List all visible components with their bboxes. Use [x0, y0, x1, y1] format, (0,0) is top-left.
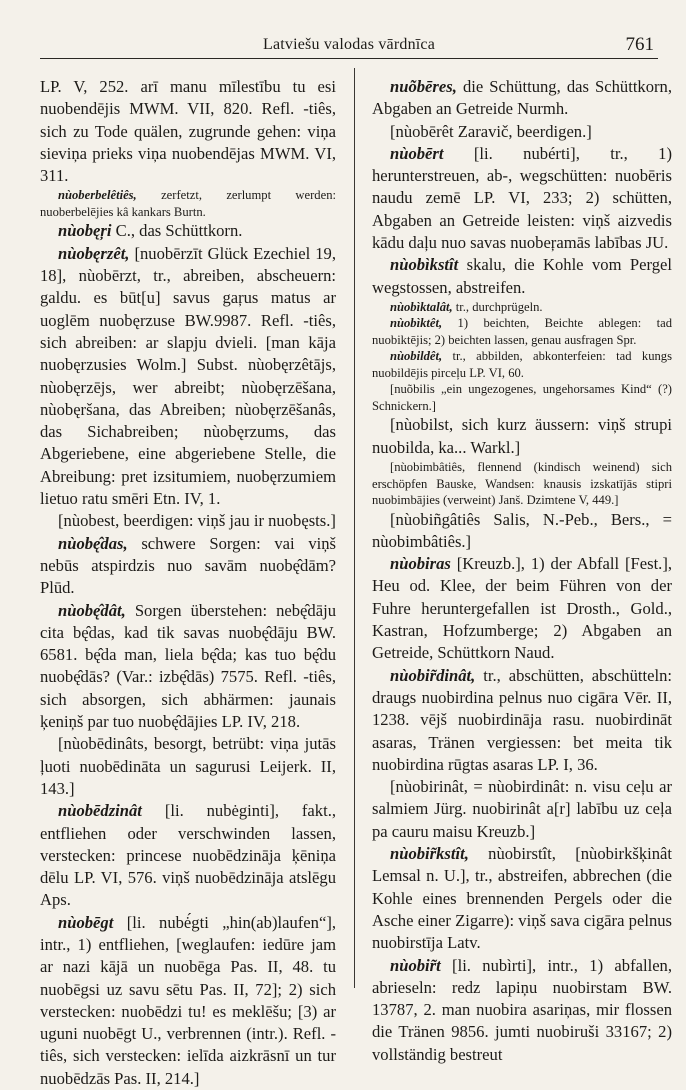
dictionary-entry: nùobērt [li. nubérti], tr., 1) herunterstreuen, ab-, wegschütten: nuobēris naudu zemē LP. VI, 233; 2) schütten, Abgaben an Getreide leisten: viņš aizvedis kādu daļu nuo savas nuobeŗamās labības JU.	[372, 143, 672, 253]
headword: nùobērt	[390, 143, 444, 163]
dictionary-entry: [nùobest, beerdigen: viņš jau ir nuobęsts.]	[58, 511, 336, 531]
headword: nùobęŗi	[58, 221, 112, 241]
headword: nuõbēres,	[390, 77, 457, 96]
dictionary-entry: nùobir̃t [li. nubìrti], intr., 1) abfallen, abrieseln: redz lapiņu nuobirstam BW. 13787, 2. man nuobira asariņas, mir flossen die Tränen 9856. jumti nuobiruši 33167; 2) vollständig bestreut	[372, 955, 672, 1064]
headword: nùobildêt,	[390, 349, 443, 364]
dictionary-entry: [nùobilst, sich kurz äussern: viņš strupi nuobilda, ka... Warkl.]	[372, 415, 672, 457]
dictionary-entry: [nuõbilis „ein ungezogenes, ungehorsames Kind“ (?) Schnickern.]	[372, 382, 672, 413]
headword: nùobēdzinât	[58, 801, 142, 821]
right-column	[372, 76, 672, 1064]
headword: nùobir̃t	[390, 955, 441, 975]
dictionary-entry: nùobìktêt, 1) beichten, Beichte ablegen: tad nuobiktējis; 2) beichten lassen, genau ausfragen Spr.	[372, 316, 672, 347]
dictionary-entry: nùobìkstît skalu, die Kohle vom Pergel wegstossen, abstreifen.	[372, 255, 672, 297]
dictionary-entry: nùobēgt [li. nubė́gti „hin(ab)laufen“], intr., 1) entfliehen, [weglaufen: iedūre jam ar nazi kājā un nuobēga Pas. II, 48. tu nuobēgsi uz savu sētu Pas. II, 72]; 2) sich verstecken: nuobēdzi tu! es meklēšu; [3) ar uguni nuobēgt U., verbrennen (intr.). Refl. -tiês, sich verstecken: ielīda aizkrāsnī un tur nuobēdzās Pas. II, 214.]	[40, 912, 336, 1088]
headword: nùobìktêt,	[390, 316, 443, 331]
dictionary-entry: nùobìktalât, tr., durchprügeln.	[390, 299, 543, 314]
dictionary-entry: LP. V, 252. arī manu mīlestību tu esi nuobendējis MWM. VII, 820. Refl. -tiês, sich zu Tode quälen, zugrunde gehen: viņa sieviņa prieks viņa nuobendējas MWM. VI, 311.	[40, 77, 336, 186]
dictionary-entry: nùoberbelêtiês, zerfetzt, zerlumpt werden: nuoberbelējies kâ kankars Burtn.	[40, 188, 336, 219]
page-title: Latviešu valodas vārdnīca	[262, 36, 436, 53]
dictionary-entry: nuõbēres, die Schüttung, das Schüttkorn, Abgaben an Getreide Nurmh.	[372, 77, 672, 119]
column-divider	[354, 68, 355, 988]
dictionary-entry: nùobir̃dinât, tr., abschütten, abschütteln: draugs nuobirdina pelnus nuo cigāra Vēr. II, 1238. vējš nuobirdināja rasu. nuobirdināt asaras, Tränen vergiessen: bet meita tik nuobirdina rūgtas asaras LP. I, 36.	[372, 665, 672, 774]
dictionary-entry: [nùobērêt Zaravič, beerdigen.]	[390, 121, 592, 141]
page-number: 761	[625, 34, 654, 55]
headword: nùobę̂dât,	[58, 600, 126, 620]
dictionary-entry: nùobiras [Kreuzb.], 1) der Abfall [Fest.], Heu od. Klee, der beim Führen von der Fuhre heruntergefallen ist Drosth., Gold., Kastran, Hofzumberge; 2) Abgaben an Getreide, Schüttkorn Naud.	[372, 554, 672, 663]
dictionary-entry: [nùobēdinâts, besorgt, betrübt: viņa jutās ļuoti nuobēdināta un sagurusi Leijerk. II, 143.]	[40, 734, 336, 798]
headword: nùobir̃kstît,	[390, 844, 469, 864]
dictionary-entry: nùobir̃kstît, nùobirstît, [nùobirkšķinât Lemsal n. U.], tr., abstreifen, abbrechen (die Kohle eines brennenden Pergels oder die Asche einer Zigarre): viņš sava cigāra pelnus nuobirstīja Latv.	[372, 844, 672, 953]
dictionary-entry: nùobę̂dât, Sorgen überstehen: nebę̂dāju cita bę̂das, kad tik savas nuobę̂dāju BW. 6581. bę̂da man, liela bę̂da; kas tuo bę̂du nuobę̂dās? (Var.: izbę̂dās) 7575. Refl. -tiês, sich absorgen, sich abhärmen: jaunais ķeniņš par tuo nuobę̂dājies LP. IV, 218.	[40, 600, 336, 732]
headword: nùobęrzêt,	[58, 243, 130, 263]
dictionary-entry: [nùobirinât, = nùobirdinât: n. visu ceļu ar salmiem Jürg. nuobirinât a[r] labību uz ceļa pa cauru maisu Kreuzb.]	[372, 777, 672, 841]
page-header	[40, 30, 658, 59]
headword: nùoberbelêtiês,	[58, 188, 137, 203]
dictionary-entry: nùobęŗi C., das Schüttkorn.	[58, 221, 243, 241]
headword: nùobir̃dinât,	[390, 665, 476, 685]
headword: nùobiras	[390, 554, 451, 574]
dictionary-entry: nùobę̂das, schwere Sorgen: vai viņš nebūs atspirdzis nuo savām nuobę̂dām? Plūd.	[40, 533, 336, 598]
dictionary-entry: nùobildêt, tr., abbilden, abkonterfeien: tad kungs nuobildējis pirceļu LP. VI, 60.	[372, 349, 672, 380]
dictionary-entry: [nùobimbâtiês, flennend (kindisch weinend) sich erschöpfen Bauske, Wandsen: knausis izskatījās stipri nuobimbājies (verweint) Janš. Dzimtene V, 449.]	[372, 460, 672, 508]
dictionary-entry: nùobēdzinât [li. nubėginti], fakt., entfliehen oder verschwinden lassen, verstecken: princese nuobēdzināja ķēniņa dēlu LP. VI, 576. viņš nuobēdzināja atslēgu Aps.	[40, 801, 336, 910]
headword: nùobę̂das,	[58, 533, 128, 553]
dictionary-entry: nùobęrzêt, [nuobērzīt Glück Ezechiel 19, 18], nùobērzt, tr., abreiben, abscheuern: galdu. es būt[u] savus gaŗus matus ar uoglēm nuobęrzuse BW.9987. Refl. -tiês, sich abreiben: ar slapju dvieli. [man kāja nuobęrzusies Wolm.] Subst. nùobęrzêtājs, nùobęrzējs, wer abreibt; nùobęrzēšana, nùobęršana, das Abreiben; nùobęrzēšanâs, das Sichabreiben; nùobęrzums, das Abgeriebene, eine abgeriebene Stelle, die Abreibung: pret izsitumiem, nuobęrzumiem lietuo ratu smēri Etn. IV, 1.	[40, 243, 336, 509]
dictionary-entry: [nùobiñgâtiês Salis, N.-Peb., Bers., = nùobimbâtiês.]	[372, 509, 672, 551]
headword: nùobìktalât,	[390, 299, 453, 314]
headword: nùobìkstît	[390, 255, 459, 275]
headword: nùobēgt	[58, 912, 114, 932]
left-column	[40, 76, 336, 1088]
